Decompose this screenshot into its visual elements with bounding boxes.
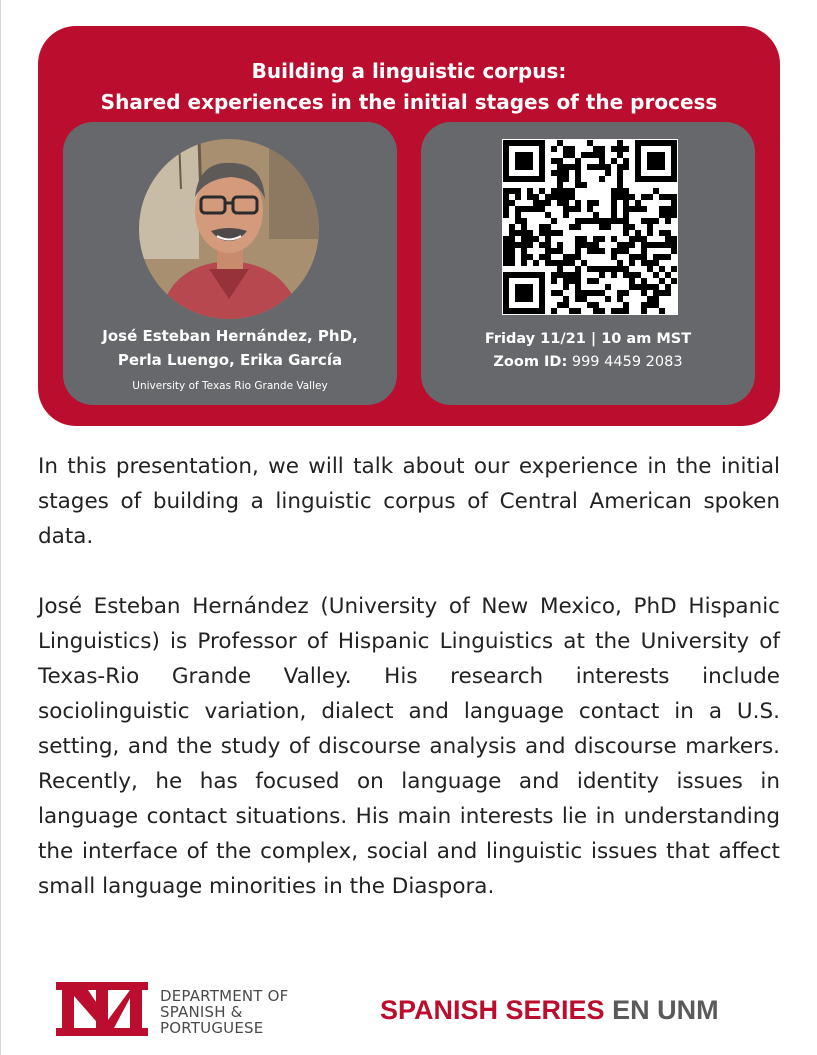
zoom-info [421,351,755,374]
qr-code-icon[interactable] [502,139,678,315]
event-banner [38,26,780,426]
dept-line-1: DEPARTMENT OF [160,987,289,1005]
svg-text:UNM: UNM [100,1016,104,1017]
presenter-photo [139,139,319,319]
page-edge [0,0,1,1055]
event-title [38,56,780,118]
presenter-names [63,324,397,372]
dept-line-3: PORTUGUESE [160,1019,264,1037]
series-title-gray: EN UNM [612,995,719,1025]
event-info [421,328,755,374]
bio-paragraph: José Esteban Hernández (University of New Mexico, PhD Hispanic Linguistics) is Professor of Hispanic Linguistics at the University of Texas-Rio Grande Valley. His research interests include sociolinguistic variation, dialect and language contact in a U.S. setting, and the study of discourse analysis and discourse markers. Recently, he has focused on language and identity issues in language contact situations. His main interests lie in understanding the interface of the complex, social and linguistic issues that affect small language minorities in the Diaspora. [38,594,780,899]
intro-paragraph: In this presentation, we will talk about our experience in the initial stages of building a linguistic corpus of Central American spoken data. [38,454,780,549]
title-line-2: Shared experiences in the initial stages of the process [100,90,718,114]
presenter-line-2: Perla Luengo, Erika García [117,351,343,369]
event-details-card [421,122,755,405]
zoom-label: Zoom ID: [493,354,568,370]
event-date-time: Friday 11/21 | 10 am MST [484,331,692,347]
dept-line-2: SPANISH & [160,1003,243,1021]
series-title [380,995,719,1026]
presenter-affiliation: University of Texas Rio Grande Valley [132,380,328,392]
series-title-red: SPANISH SERIES [380,995,605,1025]
department-name [160,988,288,1036]
presenter-card [63,122,397,405]
unm-logo [52,976,152,1042]
zoom-id[interactable]: 999 4459 2083 [571,354,683,370]
title-line-1: Building a linguistic corpus: [251,59,567,83]
presenter-line-1: José Esteban Hernández, PhD, [102,327,358,345]
